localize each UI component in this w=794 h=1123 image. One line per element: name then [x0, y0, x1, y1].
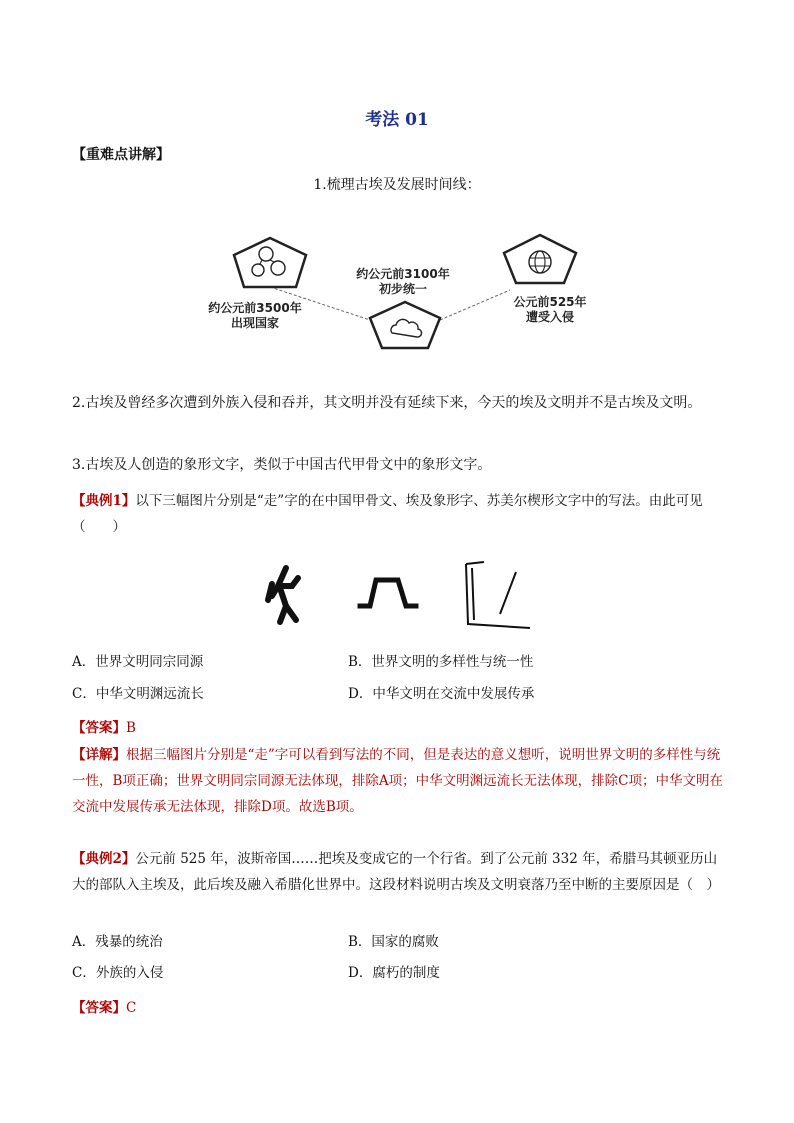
example-2-question [72, 846, 724, 898]
timeline-event-1-text: 出现国家 [230, 316, 279, 330]
point-3: 3.古埃及人创造的象形文字，类似于中国古代甲骨文中的象形文字。 [72, 457, 492, 473]
timeline-graphic [170, 225, 630, 355]
timeline-event-2 [338, 267, 468, 297]
example-1-answer-label: 【答案】 [72, 720, 126, 736]
example-1-detail [72, 742, 724, 820]
timeline-event-2-text: 初步统一 [378, 282, 427, 296]
example-1-detail-label: 【详解】 [72, 747, 126, 763]
cloud-icon [370, 302, 440, 348]
script-images [258, 556, 548, 636]
example-2-answer-value: C [126, 1000, 137, 1016]
globe-icon [504, 235, 576, 283]
timeline-caption: 1.梳理古埃及发展时间线： [313, 177, 481, 193]
example-1-option-b[interactable]: B．世界文明的多样性与统一性 [348, 654, 534, 670]
example-1-option-d[interactable]: D．中华文明在交流中发展传承 [348, 686, 535, 702]
example-2-option-b[interactable]: B．国家的腐败 [348, 934, 439, 950]
oracle-bone-glyph [268, 568, 298, 622]
example-1-question [72, 488, 724, 540]
example-2-label: 【典例2】 [72, 851, 136, 867]
example-2-answer-label: 【答案】 [72, 1000, 126, 1016]
timeline-event-1-date: 约公元前3500年 [208, 301, 302, 315]
example-1-answer-value: B [126, 720, 136, 736]
example-2-option-c[interactable]: C．外族的入侵 [72, 965, 164, 981]
example-1-question-text: 以下三幅图片分别是“走”字的在中国甲骨文、埃及象形字、苏美尔楔形文字中的写法。由此可见（ ） [72, 493, 703, 535]
page-title: 考法 01 [365, 110, 429, 130]
example-1-detail-text: 根据三幅图片分别是“走”字可以看到写法的不同，但是表达的意义想听，说明世界文明的多样性与统一性，B项正确；世界文明同宗同源无法体现，排除A项；中华文明渊远流长无法体现，排除C项；中华文明在交流中发展传承无法体现，排除D项。故选B项。 [72, 747, 723, 815]
egyptian-glyph [360, 580, 416, 606]
example-2-question-text: 公元前 525 年，波斯帝国……把埃及变成它的一个行省。到了公元前 332 年，希腊马其顿亚历山大的部队入主埃及，此后埃及融入希腊化世界中。这段材料说明古埃及文明衰落乃至中断的主要原因是（ ） [72, 851, 720, 893]
timeline-event-3-date: 公元前525年 [513, 295, 587, 309]
example-2-option-d[interactable]: D．腐朽的制度 [348, 965, 440, 981]
example-2-option-a[interactable]: A．残暴的统治 [72, 934, 163, 950]
example-1-option-a[interactable]: A．世界文明同宗同源 [72, 654, 204, 670]
walk-character-glyphs [258, 556, 548, 636]
network-icon [234, 238, 306, 287]
section-heading: 【重难点讲解】 [72, 147, 170, 163]
point-2: 2.古埃及曾经多次遭到外族入侵和吞并，其文明并没有延续下来，今天的埃及文明并不是古埃及文明。 [72, 395, 702, 411]
timeline-event-2-date: 约公元前3100年 [356, 267, 450, 281]
timeline-event-3-text: 遭受入侵 [525, 310, 574, 324]
example-1-label: 【典例1】 [72, 493, 136, 509]
timeline-event-1 [190, 301, 320, 331]
example-1-option-c[interactable]: C．中华文明渊远流长 [72, 686, 204, 702]
example-2-answer [72, 996, 136, 1016]
cuneiform-glyph [466, 562, 530, 628]
timeline-event-3 [490, 295, 610, 325]
example-1-answer [72, 716, 136, 736]
